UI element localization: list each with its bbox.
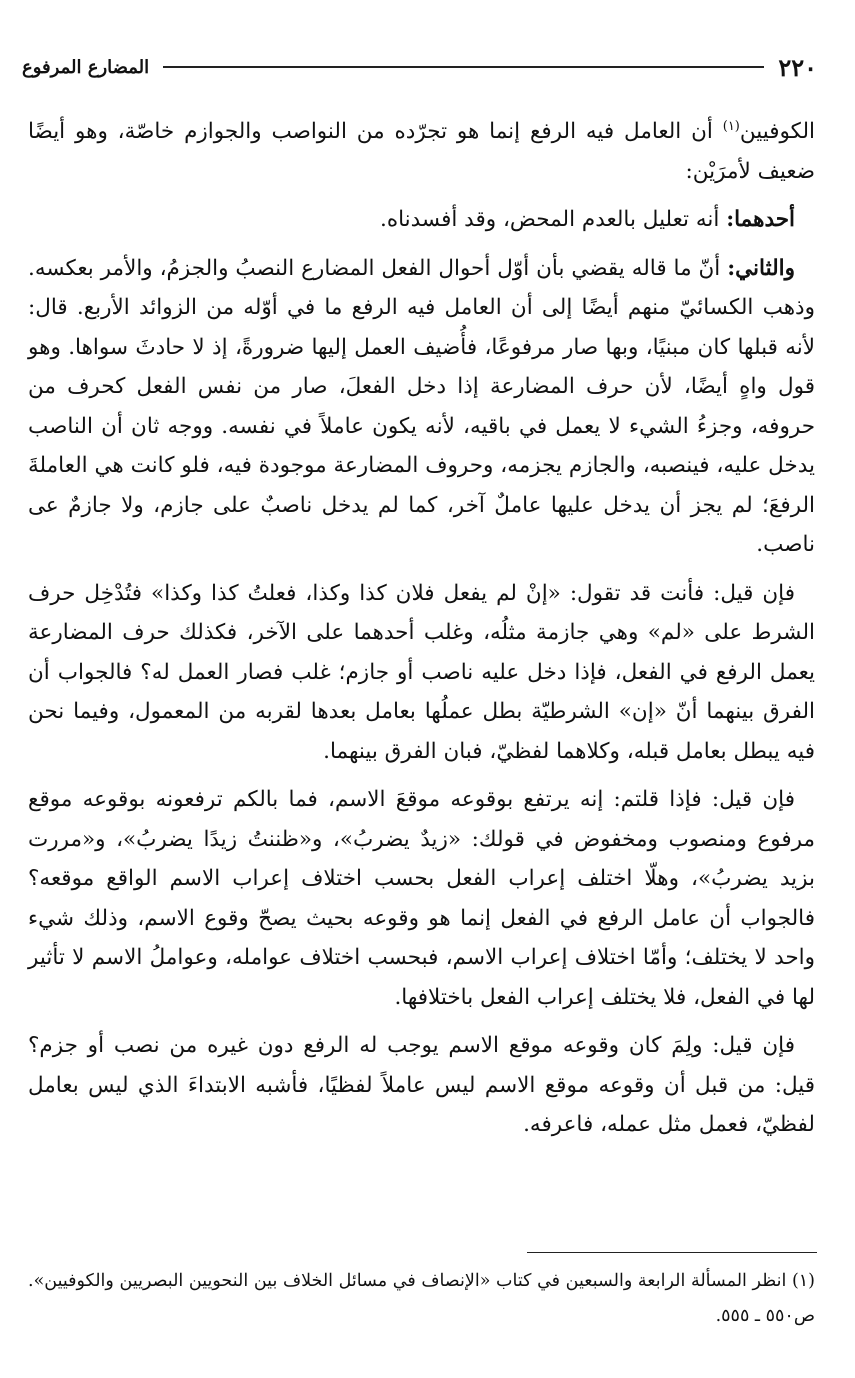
paragraph-4: فإن قيل: فأنت قد تقول: «إنْ لم يفعل فلان كذا وكذا، فعلتُ كذا وكذا» فتُدْخِل حرف الشرط على «لم» وهي جازمة مثلُه، وغلب أحدهما على الآخر، فكذلك حرف المضارعة يعمل الرفع في الفعل، فإذا دخل عليه ناصب أو جازم؛ غلب فصار العمل له؟ فالجواب أن الفرق بينهما أنّ «إن» الشرطيّة بطل عملُها بعامل بعدها لقربه من المعمول، وفيما نحن فيه يبطل بعامل قبله، وكلاهما لفظيّ، فبان الفرق بينهما. bbox=[28, 580, 815, 764]
term-first: أحدهما: bbox=[726, 207, 795, 232]
paragraph-2 bbox=[28, 200, 815, 240]
paragraph-1-start: الكوفيين bbox=[739, 119, 815, 144]
header-rule bbox=[163, 66, 764, 68]
footnote-separator bbox=[527, 1252, 817, 1253]
paragraph-3 bbox=[28, 249, 815, 565]
term-second: والثاني: bbox=[727, 255, 795, 281]
paragraph-2-text: أنه تعليل بالعدم المحض، وقد أفسدناه. bbox=[379, 207, 727, 232]
running-header bbox=[22, 50, 817, 84]
page-number: ٢٢٠ bbox=[778, 52, 817, 82]
chapter-title: المضارع المرفوع bbox=[22, 56, 150, 78]
footnote-reference: (١) bbox=[722, 118, 740, 134]
footnote-1: (١) انظر المسألة الرابعة والسبعين في كتاب «الإنصاف في مسائل الخلاف بين النحويين البصريين والكوفيين». ص٥٥٠ ـ ٥٥٥. bbox=[28, 1271, 815, 1326]
paragraph-3-text: أنّ ما قاله يقضي بأن أوّل أحوال الفعل المضارع النصبُ والجزمُ، والأمر بعكسه. وذهب الكسائيّ منهم أيضًا إلى أن العامل فيه الرفع ما في أوّله من الزوائد الأربع. قال: لأنه قبلها كان مبنيًا، وبها صار مرفوعًا، فأُضيف العمل إليها ضرورةً، إذ لا حادثَ سواها. وهو قول واهٍ أيضًا، لأن حرف المضارعة إذا دخل الفعلَ، صار من نفس الفعل كحرف من حروفه، وجزءُ الشيء لا يعمل في باقيه، لأنه يكون عاملاً في نفسه. ووجه ثان أن الناصب يدخل عليه، فينصبه، والجازم يجزمه، وحروف المضارعة موجودة فيه، فلو كانت هي العاملةَ الرفعَ؛ لم يجز أن يدخل عليها عاملٌ آخر، كما لم يدخل ناصبٌ على جازم، ولا جازمٌ عى ناصب. bbox=[28, 255, 815, 557]
paragraph-5: فإن قيل: فإذا قلتم: إنه يرتفع بوقوعه موقعَ الاسم، فما بالكم ترفعونه بوقوعه موقع مرفوع ومنصوب ومخفوض في قولك: «زيدٌ يضربُ»، و«ظننتُ زيدًا يضربُ»، و«مررت بزيد يضربُ»، وهلّا اختلف إعراب الفعل بحسب اختلاف إعراب الاسم الواقع موقعه؟ فالجواب أن عامل الرفع في الفعل إنما هو وقوعه بحيث يصحّ وقوع الاسم، وذلك شيء واحد لا يختلف؛ وأمّا اختلاف إعراب الاسم، فبحسب اختلاف عوامله، وعواملُ الاسم لا تأثير لها في الفعل، فلا يختلف إعراب الفعل باختلافها. bbox=[28, 787, 815, 1010]
main-text bbox=[28, 112, 815, 1154]
paragraph-1 bbox=[28, 112, 815, 191]
footnotes bbox=[28, 1264, 815, 1334]
paragraph-1-rest: أن العامل فيه الرفع إنما هو تجرّده من النواصب والجوازم خاصّة، وهو أيضًا ضعيف لأمرَيْن: bbox=[28, 119, 815, 184]
paragraph-6: فإن قيل: ولِمَ كان وقوعه موقع الاسم يوجب له الرفع دون غيره من نصب أو جزم؟ قيل: من قبل أن وقوعه موقع الاسم ليس عاملاً لفظيًا، فأشبه الابتداءَ الذي ليس بعامل لفظيّ، فعمل مثل عمله، فاعرفه. bbox=[28, 1033, 815, 1137]
